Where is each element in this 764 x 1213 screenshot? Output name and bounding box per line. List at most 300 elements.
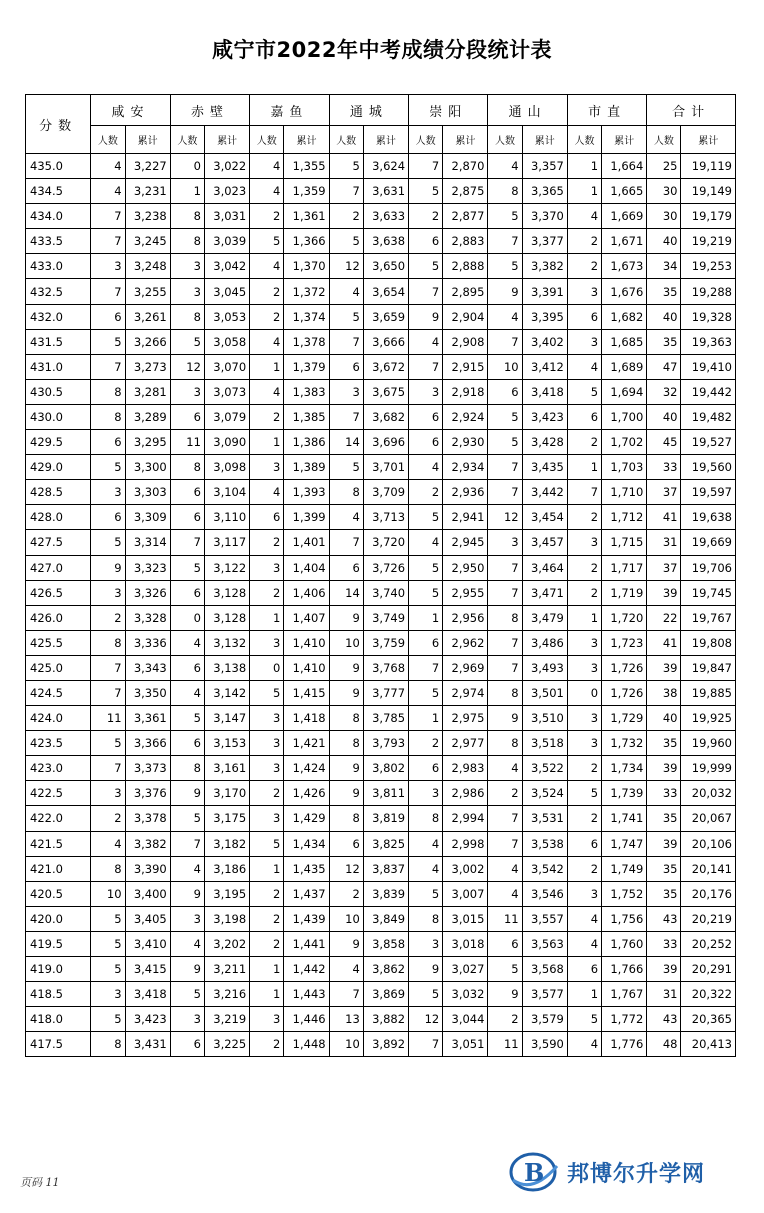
count-cell: 4 [567,1032,601,1057]
cumulative-cell: 3,542 [522,856,567,881]
cumulative-cell: 3,493 [522,655,567,680]
score-cell: 418.5 [26,982,91,1007]
cumulative-cell: 3,104 [204,480,249,505]
cumulative-cell: 1,689 [602,354,647,379]
cumulative-cell: 2,934 [443,455,488,480]
cumulative-cell: 2,941 [443,505,488,530]
cumulative-cell: 3,768 [363,655,408,680]
cumulative-cell: 1,418 [284,706,329,731]
score-cell: 434.0 [26,204,91,229]
cumulative-cell: 19,253 [681,254,736,279]
count-cell: 1 [250,605,284,630]
count-cell: 2 [250,906,284,931]
cumulative-cell: 3,170 [204,781,249,806]
count-subheader: 人数 [91,126,125,154]
count-cell: 43 [647,1007,681,1032]
count-subheader: 人数 [409,126,443,154]
cumulative-cell: 3,128 [204,605,249,630]
table-row [26,806,736,831]
score-cell: 433.5 [26,229,91,254]
cumulative-cell: 1,669 [602,204,647,229]
cumulative-cell: 1,378 [284,329,329,354]
count-cell: 4 [170,680,204,705]
cumulative-cell: 3,361 [125,706,170,731]
count-cell: 2 [567,254,601,279]
count-cell: 6 [409,756,443,781]
cumulative-cell: 3,839 [363,881,408,906]
table-row [26,555,736,580]
count-cell: 3 [91,254,125,279]
table-row [26,354,736,379]
cumulative-cell: 19,925 [681,706,736,731]
count-cell: 9 [329,931,363,956]
cumulative-cell: 3,538 [522,831,567,856]
count-cell: 5 [170,329,204,354]
count-cell: 7 [91,354,125,379]
count-cell: 2 [250,304,284,329]
count-cell: 9 [329,605,363,630]
table-row [26,430,736,455]
count-cell: 2 [91,806,125,831]
region-header: 嘉鱼 [250,95,329,126]
count-cell: 6 [329,831,363,856]
cumulative-cell: 3,518 [522,731,567,756]
count-cell: 3 [567,655,601,680]
count-cell: 9 [91,555,125,580]
count-cell: 3 [250,455,284,480]
cumulative-cell: 3,858 [363,931,408,956]
count-cell: 3 [567,731,601,756]
count-cell: 6 [91,430,125,455]
cumulative-cell: 3,110 [204,505,249,530]
cumulative-cell: 3,423 [125,1007,170,1032]
count-cell: 39 [647,655,681,680]
cumulative-cell: 3,090 [204,430,249,455]
count-cell: 7 [488,630,522,655]
count-cell: 48 [647,1032,681,1057]
count-cell: 7 [488,229,522,254]
count-cell: 41 [647,630,681,655]
cumulative-cell: 2,930 [443,430,488,455]
table-row [26,480,736,505]
count-cell: 4 [567,906,601,931]
count-cell: 8 [329,806,363,831]
cumulative-subheader: 累计 [522,126,567,154]
cumulative-cell: 20,322 [681,982,736,1007]
cumulative-cell: 1,389 [284,455,329,480]
cumulative-subheader: 累计 [363,126,408,154]
count-cell: 9 [329,756,363,781]
cumulative-cell: 1,703 [602,455,647,480]
count-cell: 1 [250,856,284,881]
count-cell: 0 [250,655,284,680]
count-cell: 2 [567,806,601,831]
svg-text:B: B [524,1158,545,1187]
count-cell: 3 [567,530,601,555]
count-cell: 5 [567,781,601,806]
table-row [26,655,736,680]
count-cell: 6 [250,505,284,530]
count-cell: 9 [329,781,363,806]
count-cell: 3 [91,982,125,1007]
count-subheader: 人数 [170,126,204,154]
count-cell: 12 [329,856,363,881]
cumulative-cell: 3,300 [125,455,170,480]
count-cell: 11 [91,706,125,731]
cumulative-cell: 19,410 [681,354,736,379]
region-header: 通城 [329,95,408,126]
count-cell: 6 [170,404,204,429]
cumulative-cell: 1,359 [284,179,329,204]
count-cell: 8 [409,806,443,831]
cumulative-cell: 3,672 [363,354,408,379]
count-cell: 4 [250,154,284,179]
count-cell: 5 [250,680,284,705]
cumulative-cell: 3,638 [363,229,408,254]
count-cell: 8 [91,404,125,429]
cumulative-cell: 2,950 [443,555,488,580]
count-cell: 6 [567,404,601,429]
count-cell: 2 [567,856,601,881]
cumulative-cell: 1,694 [602,379,647,404]
count-cell: 7 [91,680,125,705]
count-cell: 8 [91,630,125,655]
table-row [26,204,736,229]
cumulative-cell: 1,665 [602,179,647,204]
cumulative-cell: 1,702 [602,430,647,455]
count-cell: 39 [647,580,681,605]
count-cell: 8 [91,1032,125,1057]
table-row [26,957,736,982]
count-cell: 30 [647,204,681,229]
table-row [26,731,736,756]
count-cell: 1 [409,706,443,731]
count-cell: 5 [91,906,125,931]
cumulative-cell: 1,355 [284,154,329,179]
cumulative-cell: 1,752 [602,881,647,906]
cumulative-cell: 3,370 [522,204,567,229]
count-cell: 45 [647,430,681,455]
count-cell: 3 [409,379,443,404]
cumulative-cell: 1,446 [284,1007,329,1032]
page-title: 咸宁市2022年中考成绩分段统计表 [212,38,552,62]
count-cell: 4 [567,354,601,379]
cumulative-cell: 1,426 [284,781,329,806]
cumulative-cell: 3,128 [204,580,249,605]
cumulative-cell: 1,739 [602,781,647,806]
cumulative-cell: 1,671 [602,229,647,254]
count-cell: 7 [329,530,363,555]
count-cell: 2 [409,480,443,505]
cumulative-cell: 3,563 [522,931,567,956]
count-cell: 39 [647,957,681,982]
count-cell: 2 [488,1007,522,1032]
count-cell: 2 [250,580,284,605]
cumulative-cell: 1,760 [602,931,647,956]
count-subheader: 人数 [329,126,363,154]
count-cell: 3 [250,1007,284,1032]
count-cell: 5 [170,706,204,731]
cumulative-cell: 3,326 [125,580,170,605]
count-cell: 3 [409,781,443,806]
cumulative-cell: 3,153 [204,731,249,756]
count-cell: 5 [329,229,363,254]
cumulative-cell: 1,720 [602,605,647,630]
count-cell: 3 [567,329,601,354]
count-cell: 2 [329,881,363,906]
count-cell: 2 [409,731,443,756]
count-cell: 5 [329,304,363,329]
count-cell: 3 [250,706,284,731]
count-cell: 2 [567,756,601,781]
score-cell: 419.5 [26,931,91,956]
cumulative-subheader: 累计 [284,126,329,154]
count-cell: 9 [170,881,204,906]
count-cell: 7 [488,455,522,480]
count-cell: 10 [329,630,363,655]
count-cell: 43 [647,906,681,931]
cumulative-cell: 3,202 [204,931,249,956]
cumulative-cell: 3,281 [125,379,170,404]
count-cell: 5 [91,931,125,956]
region-header: 崇阳 [409,95,488,126]
cumulative-cell: 2,994 [443,806,488,831]
count-cell: 6 [170,1032,204,1057]
cumulative-cell: 3,022 [204,154,249,179]
cumulative-subheader: 累计 [602,126,647,154]
cumulative-cell: 2,908 [443,329,488,354]
cumulative-cell: 3,486 [522,630,567,655]
count-cell: 4 [567,204,601,229]
cumulative-cell: 1,700 [602,404,647,429]
cumulative-cell: 20,252 [681,931,736,956]
count-cell: 6 [170,580,204,605]
cumulative-cell: 1,442 [284,957,329,982]
cumulative-cell: 3,415 [125,957,170,982]
score-cell: 420.0 [26,906,91,931]
cumulative-cell: 3,376 [125,781,170,806]
cumulative-cell: 20,176 [681,881,736,906]
cumulative-cell: 1,421 [284,731,329,756]
cumulative-cell: 3,428 [522,430,567,455]
count-cell: 5 [170,982,204,1007]
table-row [26,1007,736,1032]
cumulative-cell: 3,161 [204,756,249,781]
cumulative-cell: 3,654 [363,279,408,304]
cumulative-cell: 3,546 [522,881,567,906]
score-cell: 430.0 [26,404,91,429]
cumulative-cell: 3,720 [363,530,408,555]
table-row [26,756,736,781]
cumulative-cell: 3,219 [204,1007,249,1032]
cumulative-cell: 1,407 [284,605,329,630]
count-cell: 3 [170,1007,204,1032]
count-cell: 4 [329,957,363,982]
cumulative-cell: 1,372 [284,279,329,304]
table-row [26,781,736,806]
score-distribution-table [25,94,736,1057]
count-cell: 7 [409,655,443,680]
count-cell: 7 [488,480,522,505]
cumulative-cell: 3,045 [204,279,249,304]
cumulative-cell: 2,969 [443,655,488,680]
count-cell: 6 [329,555,363,580]
count-cell: 47 [647,354,681,379]
table-row [26,229,736,254]
cumulative-cell: 1,401 [284,530,329,555]
count-cell: 9 [409,957,443,982]
count-cell: 6 [170,505,204,530]
table-row [26,605,736,630]
cumulative-cell: 3,382 [522,254,567,279]
cumulative-cell: 20,032 [681,781,736,806]
table-row [26,906,736,931]
count-cell: 8 [488,731,522,756]
cumulative-cell: 19,442 [681,379,736,404]
cumulative-cell: 3,675 [363,379,408,404]
count-subheader: 人数 [647,126,681,154]
count-cell: 1 [250,982,284,1007]
count-cell: 1 [567,154,601,179]
count-cell: 5 [170,806,204,831]
cumulative-cell: 3,633 [363,204,408,229]
score-cell: 435.0 [26,154,91,179]
count-cell: 9 [170,781,204,806]
cumulative-cell: 1,729 [602,706,647,731]
table-row [26,856,736,881]
cumulative-cell: 3,289 [125,404,170,429]
count-cell: 1 [409,605,443,630]
cumulative-cell: 3,261 [125,304,170,329]
cumulative-cell: 3,227 [125,154,170,179]
watermark-logo-icon [507,1150,563,1194]
count-cell: 7 [409,154,443,179]
cumulative-cell: 3,198 [204,906,249,931]
cumulative-cell: 1,767 [602,982,647,1007]
count-cell: 2 [329,204,363,229]
count-cell: 0 [170,154,204,179]
count-cell: 4 [409,831,443,856]
cumulative-cell: 2,895 [443,279,488,304]
cumulative-cell: 2,924 [443,404,488,429]
count-cell: 4 [170,630,204,655]
cumulative-cell: 19,745 [681,580,736,605]
count-cell: 2 [409,204,443,229]
cumulative-cell: 3,557 [522,906,567,931]
cumulative-cell: 1,756 [602,906,647,931]
cumulative-cell: 3,023 [204,179,249,204]
count-cell: 5 [91,329,125,354]
count-cell: 9 [170,957,204,982]
cumulative-cell: 3,479 [522,605,567,630]
cumulative-cell: 3,522 [522,756,567,781]
count-cell: 8 [409,906,443,931]
score-cell: 426.5 [26,580,91,605]
cumulative-cell: 19,560 [681,455,736,480]
count-cell: 1 [567,179,601,204]
score-cell: 427.5 [26,530,91,555]
count-cell: 33 [647,455,681,480]
count-cell: 9 [329,680,363,705]
cumulative-cell: 2,888 [443,254,488,279]
cumulative-cell: 3,295 [125,430,170,455]
cumulative-cell: 3,849 [363,906,408,931]
score-column-header: 分数 [26,95,91,154]
cumulative-cell: 3,464 [522,555,567,580]
cumulative-cell: 19,597 [681,480,736,505]
count-cell: 1 [250,430,284,455]
cumulative-cell: 3,405 [125,906,170,931]
cumulative-cell: 3,186 [204,856,249,881]
count-cell: 3 [567,706,601,731]
score-cell: 418.0 [26,1007,91,1032]
count-cell: 4 [409,455,443,480]
score-cell: 428.0 [26,505,91,530]
score-cell: 423.5 [26,731,91,756]
count-cell: 0 [170,605,204,630]
count-cell: 4 [250,329,284,354]
count-cell: 4 [250,480,284,505]
count-cell: 9 [409,304,443,329]
cumulative-cell: 1,399 [284,505,329,530]
cumulative-cell: 3,892 [363,1032,408,1057]
count-subheader: 人数 [567,126,601,154]
count-cell: 4 [567,931,601,956]
cumulative-cell: 3,132 [204,630,249,655]
count-cell: 6 [488,379,522,404]
cumulative-cell: 3,777 [363,680,408,705]
count-cell: 3 [170,254,204,279]
cumulative-cell: 2,977 [443,731,488,756]
cumulative-cell: 3,015 [443,906,488,931]
cumulative-cell: 1,374 [284,304,329,329]
cumulative-cell: 1,732 [602,731,647,756]
cumulative-cell: 3,195 [204,881,249,906]
count-cell: 2 [91,605,125,630]
count-cell: 3 [567,881,601,906]
cumulative-cell: 3,255 [125,279,170,304]
cumulative-cell: 1,682 [602,304,647,329]
count-cell: 7 [329,404,363,429]
count-cell: 40 [647,229,681,254]
count-cell: 2 [250,1032,284,1057]
score-cell: 417.5 [26,1032,91,1057]
region-header: 市直 [567,95,646,126]
cumulative-cell: 3,314 [125,530,170,555]
table-row [26,279,736,304]
count-cell: 10 [329,1032,363,1057]
table-row [26,530,736,555]
count-cell: 8 [170,204,204,229]
count-cell: 8 [170,304,204,329]
cumulative-cell: 1,448 [284,1032,329,1057]
cumulative-cell: 3,231 [125,179,170,204]
count-cell: 2 [250,279,284,304]
cumulative-cell: 3,378 [125,806,170,831]
score-cell: 425.5 [26,630,91,655]
count-cell: 1 [567,455,601,480]
count-cell: 12 [409,1007,443,1032]
cumulative-cell: 19,219 [681,229,736,254]
table-row [26,881,736,906]
count-cell: 7 [567,480,601,505]
cumulative-cell: 19,119 [681,154,736,179]
count-cell: 7 [329,179,363,204]
count-cell: 32 [647,379,681,404]
cumulative-cell: 3,825 [363,831,408,856]
count-cell: 7 [91,756,125,781]
region-header: 通山 [488,95,567,126]
